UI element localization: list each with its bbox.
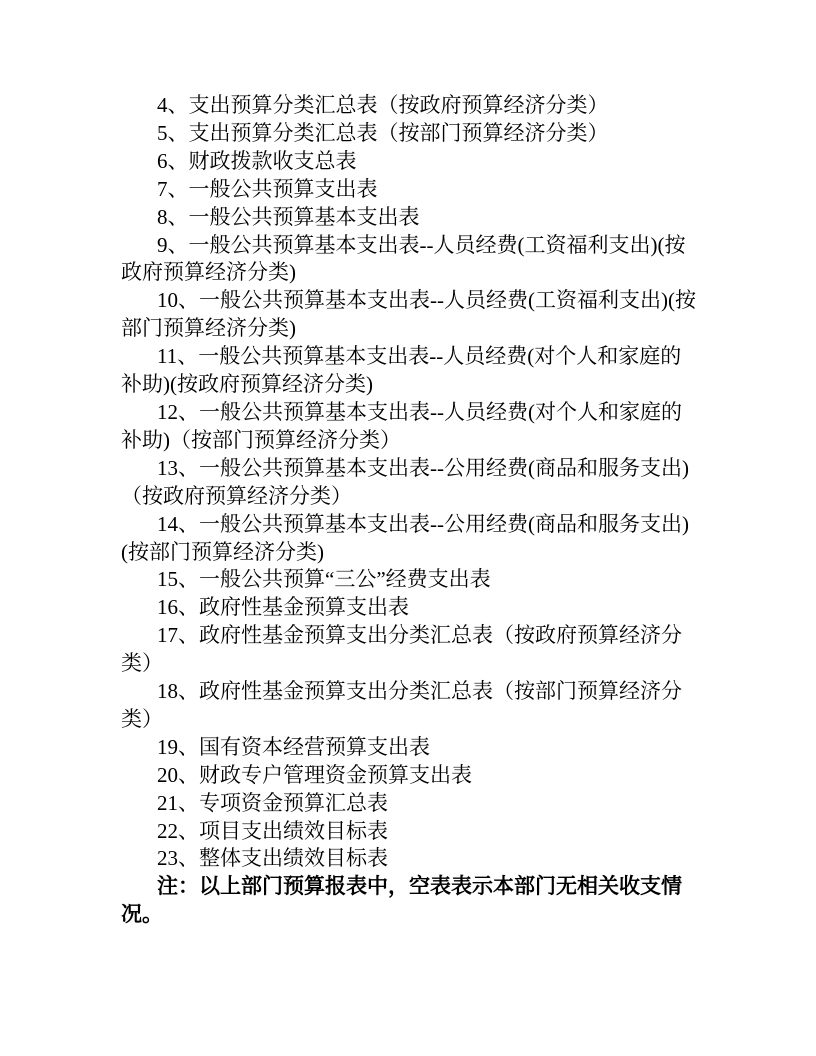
list-item: 4、支出预算分类汇总表（按政府预算经济分类） <box>157 93 609 117</box>
budget-report-list <box>121 92 696 929</box>
list-item: 20、财政专户管理资金预算支出表 <box>157 762 472 787</box>
list-item: 5、支出预算分类汇总表（按部门预算经济分类） <box>157 120 609 145</box>
list-item: 22、项目支出绩效目标表 <box>157 818 388 843</box>
list-item: 13、一般公共预算基本支出表--公用经费(商品和服务支出)（按政府预算经济分类） <box>121 455 689 508</box>
list-item: 7、一般公共预算支出表 <box>157 176 378 201</box>
list-item: 8、一般公共预算基本支出表 <box>157 204 420 229</box>
list-item: 21、专项资金预算汇总表 <box>157 790 388 815</box>
list-item: 23、整体支出绩效目标表 <box>157 846 388 871</box>
list-item: 11、一般公共预算基本支出表--人员经费(对个人和家庭的补助)(按政府预算经济分类) <box>121 344 682 397</box>
list-item: 17、政府性基金预算支出分类汇总表（按政府预算经济分类） <box>121 623 682 676</box>
list-item: 9、一般公共预算基本支出表--人员经费(工资福利支出)(按政府预算经济分类) <box>121 232 686 285</box>
list-item: 12、一般公共预算基本支出表--人员经费(对个人和家庭的补助)（按部门预算经济分类） <box>121 399 682 452</box>
list-item: 16、政府性基金预算支出表 <box>157 595 409 620</box>
list-item: 10、一般公共预算基本支出表--人员经费(工资福利支出)(按部门预算经济分类) <box>121 288 696 341</box>
list-item: 6、财政拨款收支总表 <box>157 148 357 173</box>
list-item: 18、政府性基金预算支出分类汇总表（按部门预算经济分类） <box>121 679 682 731</box>
list-item: 14、一般公共预算基本支出表--公用经费(商品和服务支出)(按部门预算经济分类) <box>121 511 689 564</box>
list-item: 19、国有资本经营预算支出表 <box>157 734 430 759</box>
list-item: 15、一般公共预算“三公”经费支出表 <box>157 567 491 592</box>
note-line: 注：以上部门预算报表中，空表表示本部门无相关收支情况。 <box>121 874 682 927</box>
